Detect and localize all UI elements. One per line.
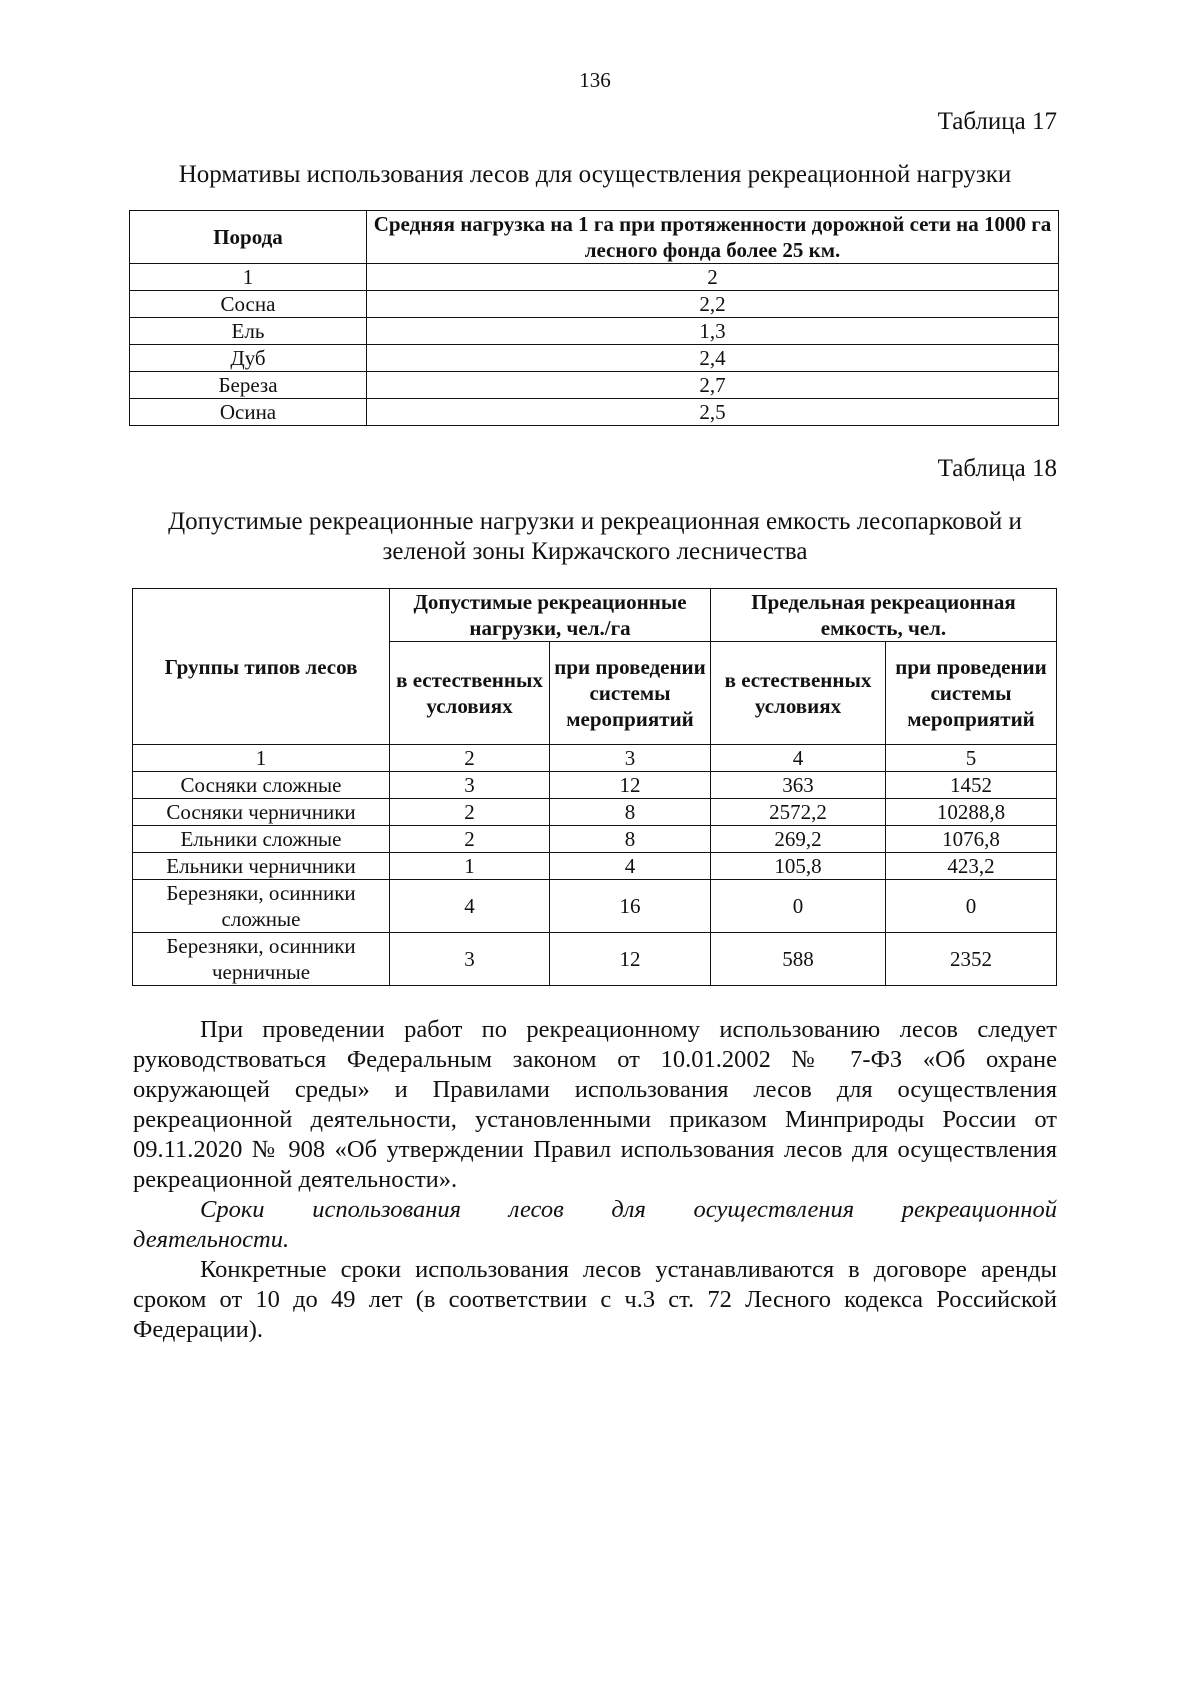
cell: 4	[711, 745, 886, 772]
cell: 2,2	[367, 291, 1059, 318]
table-row	[133, 880, 1057, 933]
table-row	[130, 291, 1059, 318]
paragraph-line: руководствоваться Федеральным законом от 10.01.2002 № 7-ФЗ «Об охране	[133, 1046, 1057, 1073]
cell: 4	[390, 880, 550, 933]
cell: 12	[550, 772, 711, 799]
section-heading-line: деятельности.	[133, 1226, 290, 1253]
cell: 2,5	[367, 399, 1059, 426]
paragraph-line: сроком от 10 до 49 лет (в соответствии с ч.3 ст. 72 Лесного кодекса Российской	[133, 1286, 1057, 1313]
table-row	[133, 826, 1057, 853]
cell: Сосна	[130, 291, 367, 318]
cell: 5	[886, 745, 1057, 772]
paragraph-line: рекреационной деятельности».	[133, 1166, 458, 1193]
table17-label: Таблица 17	[937, 108, 1057, 135]
cell: 423,2	[886, 853, 1057, 880]
header-loads: Допустимые рекреационные нагрузки, чел./га	[390, 589, 711, 642]
cell: Ель	[130, 318, 367, 345]
cell: 2	[367, 264, 1059, 291]
table-row	[130, 372, 1059, 399]
cell: 0	[886, 880, 1057, 933]
header-capacity: Предельная рекреационная емкость, чел.	[711, 589, 1057, 642]
body-text	[133, 1015, 1057, 1345]
table-row	[133, 853, 1057, 880]
cell: Ельники черничники	[133, 853, 390, 880]
header-forest-groups: Группы типов лесов	[133, 589, 390, 745]
cell: 105,8	[711, 853, 886, 880]
table-header-row	[130, 211, 1059, 264]
header-species: Порода	[130, 211, 367, 264]
cell: 1452	[886, 772, 1057, 799]
paragraph-line: окружающей среды» и Правилами использования лесов для осуществления	[133, 1076, 1057, 1103]
cell: Березняки, осинники черничные	[133, 933, 390, 986]
cell: 2352	[886, 933, 1057, 986]
cell: 2	[390, 745, 550, 772]
numbering-row	[133, 745, 1057, 772]
table-row	[133, 799, 1057, 826]
cell: 10288,8	[886, 799, 1057, 826]
cell: 2,7	[367, 372, 1059, 399]
subheader-natural: в естественных условиях	[711, 642, 886, 745]
cell: 0	[711, 880, 886, 933]
cell: 3	[390, 772, 550, 799]
cell: Ельники сложные	[133, 826, 390, 853]
cell: Сосняки сложные	[133, 772, 390, 799]
cell: 8	[550, 799, 711, 826]
subheader-measures: при проведении системы мероприятий	[886, 642, 1057, 745]
numbering-row	[130, 264, 1059, 291]
cell: 16	[550, 880, 711, 933]
table18	[132, 588, 1057, 986]
cell: Береза	[130, 372, 367, 399]
table-row	[130, 345, 1059, 372]
table-row	[133, 933, 1057, 986]
cell: 2	[390, 799, 550, 826]
table17	[129, 210, 1059, 426]
paragraph-line: 09.11.2020 № 908 «Об утверждении Правил использования лесов для осуществления	[133, 1136, 1057, 1163]
cell: 588	[711, 933, 886, 986]
paragraph-line: При проведении работ по рекреационному использованию лесов следует	[200, 1016, 1057, 1043]
subheader-measures: при проведении системы мероприятий	[550, 642, 711, 745]
title-line: зеленой зоны Киржачского лесничества	[382, 538, 808, 565]
section-heading-line: Сроки использования лесов для осуществления рекреационной	[200, 1196, 1057, 1223]
table-row	[130, 399, 1059, 426]
table18-title	[130, 507, 1060, 567]
table18-label: Таблица 18	[937, 455, 1057, 482]
cell: 4	[550, 853, 711, 880]
paragraph-line: Федерации).	[133, 1316, 263, 1343]
cell: 1	[390, 853, 550, 880]
cell: Березняки, осинники сложные	[133, 880, 390, 933]
cell: 3	[550, 745, 711, 772]
table-row	[130, 318, 1059, 345]
cell: 8	[550, 826, 711, 853]
title-line: Допустимые рекреационные нагрузки и рекреационная емкость лесопарковой и	[168, 508, 1022, 535]
table17-title: Нормативы использования лесов для осуществления рекреационной нагрузки	[178, 161, 1012, 188]
cell: 269,2	[711, 826, 886, 853]
table-header-row	[133, 589, 1057, 642]
cell: 3	[390, 933, 550, 986]
cell: 1076,8	[886, 826, 1057, 853]
paragraph-line: Конкретные сроки использования лесов устанавливаются в договоре аренды	[200, 1256, 1057, 1283]
cell: 1,3	[367, 318, 1059, 345]
cell: 2	[390, 826, 550, 853]
header-average-load: Средняя нагрузка на 1 га при протяженности дорожной сети на 1000 га лесного фонда более 25 км.	[367, 211, 1059, 264]
cell: 1	[133, 745, 390, 772]
cell: 12	[550, 933, 711, 986]
cell: Сосняки черничники	[133, 799, 390, 826]
subheader-natural: в естественных условиях	[390, 642, 550, 745]
paragraph-line: рекреационной деятельности, установленными приказом Минприроды России от	[133, 1106, 1057, 1133]
cell: 2,4	[367, 345, 1059, 372]
cell: 363	[711, 772, 886, 799]
cell: Осина	[130, 399, 367, 426]
page-number: 136	[579, 68, 611, 92]
table-row	[133, 772, 1057, 799]
cell: 2572,2	[711, 799, 886, 826]
cell: 1	[130, 264, 367, 291]
cell: Дуб	[130, 345, 367, 372]
